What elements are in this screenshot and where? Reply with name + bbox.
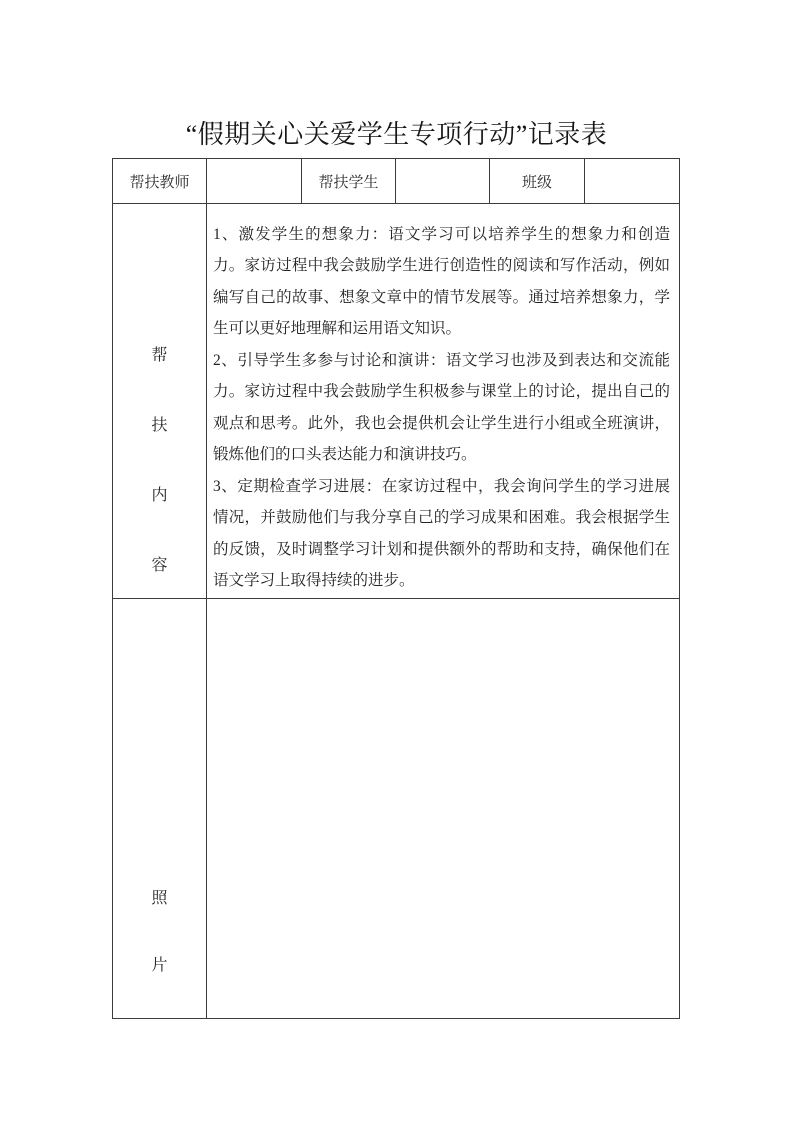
content-row bbox=[113, 204, 680, 599]
class-value-cell[interactable] bbox=[585, 159, 680, 204]
header-row bbox=[113, 159, 680, 204]
content-row-label-cell bbox=[113, 204, 207, 599]
photo-row bbox=[113, 599, 680, 1019]
student-value-cell[interactable] bbox=[396, 159, 490, 204]
teacher-label-cell bbox=[113, 159, 207, 204]
photo-placeholder-cell[interactable] bbox=[207, 599, 680, 1019]
content-label-char: 扶 bbox=[151, 416, 168, 434]
teacher-label: 帮扶教师 bbox=[129, 174, 190, 191]
class-label: 班级 bbox=[521, 174, 552, 191]
content-label-char: 内 bbox=[151, 486, 168, 504]
photo-label-char: 片 bbox=[151, 957, 168, 974]
content-label-char: 容 bbox=[151, 556, 168, 574]
content-paragraph-2: 2、引导学生多参与讨论和演讲：语文学习也涉及到表达和交流能力。家访过程中我会鼓励学生积极参与课堂上的讨论，提出自己的观点和思考。此外，我也会提供机会让学生进行小组或全班演讲，锻炼他们的口头表达能力和演讲技巧。 bbox=[213, 351, 670, 463]
teacher-value-cell[interactable] bbox=[207, 159, 302, 204]
content-label-char: 帮 bbox=[151, 346, 168, 364]
content-row-label bbox=[113, 228, 206, 575]
page-title: “假期关心关爱学生专项行动”记录表 bbox=[185, 120, 608, 149]
content-paragraph-3: 3、定期检查学习进展：在家访过程中，我会询问学生的学习进展情况，并鼓励他们与我分享自己的学习成果和困难。我会根据学生的反馈，及时调整学习计划和提供额外的帮助和支持，确保他们在语文学习上取得持续的进步。 bbox=[213, 477, 670, 589]
content-cell bbox=[207, 204, 680, 599]
content-paragraph-1: 1、激发学生的想象力：语文学习可以培养学生的想象力和创造力。家访过程中我会鼓励学生进行创造性的阅读和写作活动，例如编写自己的故事、想象文章中的情节发展等。通过培养想象力，学生可以更好地理解和运用语文知识。 bbox=[213, 225, 670, 337]
photo-row-label bbox=[113, 642, 206, 975]
photo-row-label-cell bbox=[113, 599, 207, 1019]
photo-label-char: 照 bbox=[151, 890, 168, 907]
student-label-cell bbox=[302, 159, 396, 204]
record-table bbox=[112, 158, 680, 1019]
student-label: 帮扶学生 bbox=[318, 174, 379, 191]
class-label-cell bbox=[490, 159, 585, 204]
